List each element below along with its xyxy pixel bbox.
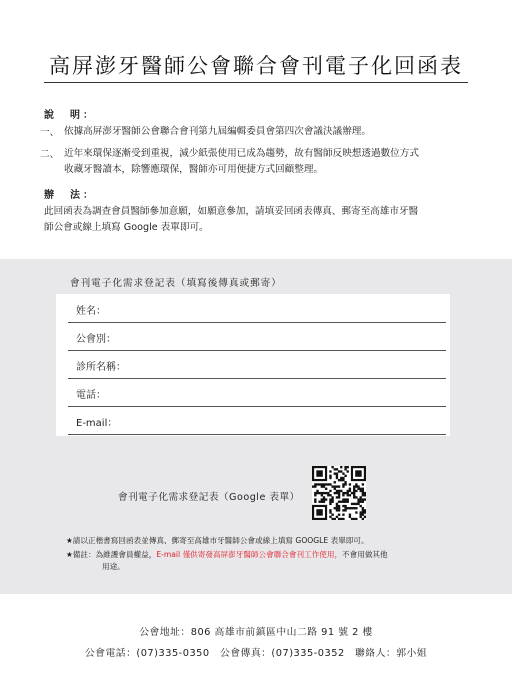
method-line1: 此回函表為調查會員醫師參加意願，如願意參加，請填妥回函表傳真、郵寄至高雄市牙醫: [44, 206, 419, 217]
qr-label: 會刊電子化需求登記表（Google 表單）: [118, 492, 300, 503]
form-field-association[interactable]: [68, 324, 446, 351]
form-field-clinic-label: 診所名稱：: [76, 362, 126, 373]
form-field-association-label: 公會別：: [76, 334, 116, 345]
note-2-prefix: ★備註：為維護會員權益，: [66, 550, 157, 559]
form-field-clinic[interactable]: [68, 352, 446, 379]
form-field-email[interactable]: [68, 408, 446, 435]
title-divider: [44, 82, 468, 83]
explain-item1-text: 依據高屏澎牙醫師公會聯合會刊第九屆編輯委員會第四次會議決議辦理。: [64, 126, 371, 137]
form-field-name[interactable]: [68, 296, 446, 323]
method-label: 辦 法：: [44, 190, 96, 201]
explain-item2-line1: 近年來環保逐漸受到重視，減少紙張使用已成為趨勢，故有醫師反映想透過數位方式: [64, 148, 419, 159]
form-field-email-label: E-mail：: [76, 418, 118, 429]
page-title: 高屏澎牙醫師公會聯合會刊電子化回函表: [49, 54, 463, 78]
explain-label: 說 明：: [44, 110, 96, 121]
qr-code[interactable]: [312, 466, 366, 520]
form-field-phone[interactable]: [68, 380, 446, 407]
form-title: 會刊電子化需求登記表（填寫後傳真或郵寄）: [70, 278, 282, 289]
note-2: [66, 549, 388, 561]
note-1: ★請以正楷書寫回函表並傳真、郵寄至高雄市牙醫師公會或線上填寫 GOOGLE 表單即可。: [66, 536, 369, 545]
footer-contact: 公會電話：(07)335-0350 公會傳真：(07)335-0352 聯絡人：郭小姐: [84, 648, 428, 659]
form-field-phone-label: 電話：: [76, 390, 106, 401]
note-2-highlight: E-mail 僅供寄發高屏澎牙醫師公會聯合會刊工作使用，: [156, 550, 343, 559]
explain-item2-number: 二、: [40, 149, 60, 160]
note-2-suffix: 不會用做其他: [342, 550, 388, 559]
note-2-line2: 用途。: [102, 562, 125, 571]
explain-item1-number: 一、: [40, 127, 60, 138]
footer-address: 公會地址：806 高雄市前鎮區中山二路 91 號 2 樓: [139, 627, 373, 638]
qr-code-icon: [312, 466, 366, 520]
method-line2: 師公會或線上填寫 Google 表單即可。: [44, 222, 209, 233]
form-field-name-label: 姓名：: [76, 306, 106, 317]
explain-item2-line2: 收藏牙醫讀本，除響應環保，醫師亦可用便捷方式回顧整理。: [64, 164, 324, 175]
